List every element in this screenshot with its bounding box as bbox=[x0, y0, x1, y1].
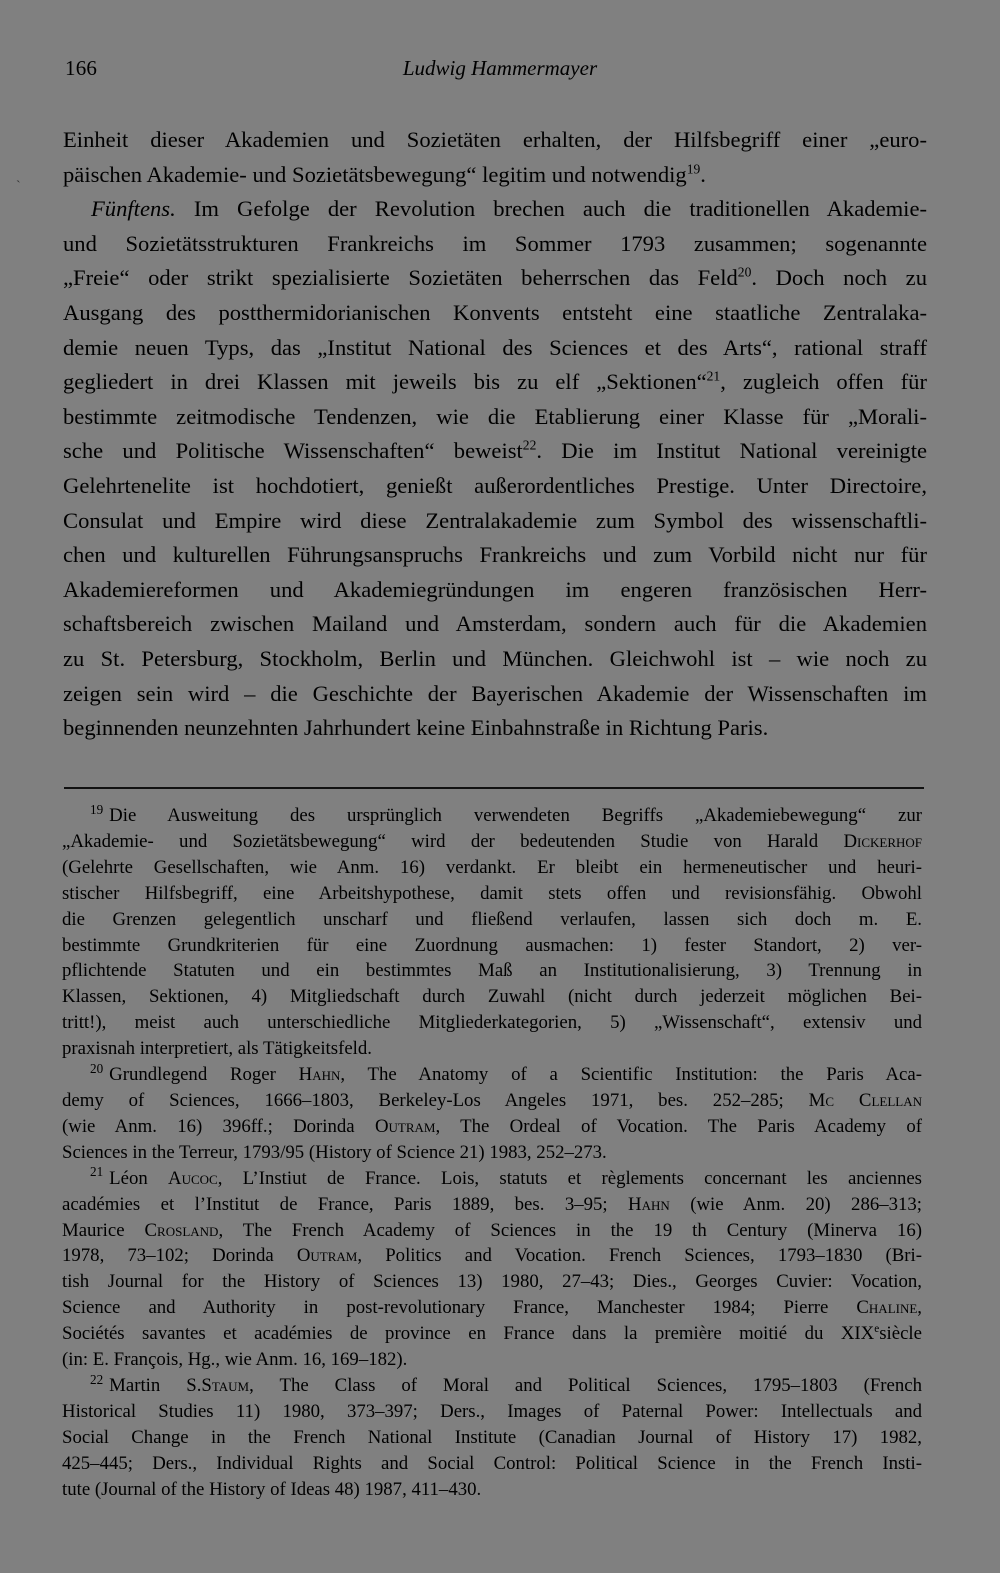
text-line: demie neuen Typs, das „Institut National des Sciences et des Arts“, rational straff bbox=[63, 334, 927, 360]
note-line: demy of Sciences, 1666–1803, Berkeley-Los Angeles 1971, bes. 252–285; Mc Clellan bbox=[62, 1089, 922, 1111]
footnote-number: 20 bbox=[90, 1060, 104, 1076]
note-line: $^{19}$ Die Ausweitung des ursprünglich verwendeten Begriffs „Akademiebewegung“ zur bbox=[90, 801, 922, 826]
note-line: tritt!), meist auch unterschiedliche Mitgliederkategorien, 5) „Wissenschaft“, extensiv und bbox=[62, 1012, 922, 1034]
text-line: gegliedert in drei Klassen mit jeweils bis zu elf „Sektionen“$^{21}$, zugleich offen für bbox=[63, 368, 927, 395]
footnote-number: 19 bbox=[90, 801, 104, 817]
note-line: praxisnah interpretiert, als Tätigkeitsfeld. bbox=[62, 1038, 372, 1060]
note-line: Maurice Crosland, The French Academy of Sciences in the 19 th Century (Minerva 16) bbox=[62, 1219, 922, 1241]
footnote-number: 22 bbox=[90, 1371, 104, 1387]
note-line: Sociétés savantes et académies de province en France dans la première moitié du XIXesiècle bbox=[62, 1323, 922, 1345]
text-line: chen und kulturellen Führungsanspruchs Frankreichs und zum Vorbild nicht nur für bbox=[63, 542, 927, 568]
running-head: Ludwig Hammermayer bbox=[402, 56, 598, 80]
note-line: $^{22}$ Martin S.Staum, The Class of Moral and Political Sciences, 1795–1803 (French bbox=[90, 1371, 922, 1396]
note-line: Science and Authority in post-revolutionary France, Manchester 1984; Pierre Chaline, bbox=[62, 1297, 922, 1319]
footnote-19 bbox=[62, 803, 922, 1062]
author-name: Hahn bbox=[628, 1193, 670, 1215]
text-line: und Sozietätsstrukturen Frankreichs im Sommer 1793 zusammen; sogenannte bbox=[63, 230, 927, 256]
footnote-22 bbox=[62, 1373, 922, 1503]
text-line: bestimmte zeitmodische Tendenzen, wie die Etablierung einer Klasse für „Morali- bbox=[63, 403, 927, 429]
author-name: Outram bbox=[296, 1245, 358, 1267]
author-name: Dickerhof bbox=[843, 830, 923, 852]
text-line: zu St. Petersburg, Stockholm, Berlin und München. Gleichwohl ist – wie noch zu bbox=[63, 645, 927, 671]
page-number: 166 bbox=[65, 56, 98, 80]
note-line: Social Change in the French National Institute (Canadian Journal of History 17) 1982, bbox=[62, 1426, 922, 1448]
text-line: schaftsbereich zwischen Mailand und Amsterdam, sondern auch für die Akademien bbox=[63, 611, 927, 637]
text-line: päischen Akademie- und Sozietätsbewegung“ legitim und notwendig$^{19}$. bbox=[63, 161, 706, 187]
note-line: 425–445; Ders., Individual Rights and Social Control: Political Science in the French Insti- bbox=[62, 1452, 922, 1474]
note-line: académies et l’Institut de France, Paris 1889, bes. 3–95; Hahn (wie Anm. 20) 286–313; bbox=[62, 1193, 923, 1215]
text-line: Consulat und Empire wird diese Zentralakademie zum Symbol des wissenschaftli- bbox=[63, 507, 927, 533]
note-line: $^{20}$ Grundlegend Roger Hahn, The Anatomy of a Scientific Institution: the Paris Aca- bbox=[90, 1060, 922, 1086]
author-name: Chaline, bbox=[856, 1297, 922, 1319]
footnotes bbox=[62, 803, 922, 1502]
author-name: Crosland bbox=[144, 1219, 219, 1241]
footnote-number: 21 bbox=[90, 1164, 104, 1180]
text-line: Ausgang des postthermidorianischen Konvents entsteht eine staatliche Zentralaka- bbox=[63, 299, 927, 325]
author-name: Mc Clellan bbox=[808, 1089, 922, 1111]
margin-tick-mark: ` bbox=[16, 179, 21, 194]
paragraph-lead: Fünftens. bbox=[91, 196, 176, 222]
note-line: pflichtende Statuten und ein bestimmtes Maß an Institutionalisierung, 3) Trennung in bbox=[62, 960, 922, 982]
text-line: sche und Politische Wissenschaften“ beweist$^{22}$. Die im Institut National vereinigte bbox=[63, 437, 928, 464]
footnote-21 bbox=[62, 1166, 922, 1373]
text-line: zeigen sein wird – die Geschichte der Bayerischen Akademie der Wissenschaften im bbox=[63, 680, 927, 706]
footnote-rule bbox=[64, 787, 924, 789]
text-line: Fünftens. Im Gefolge der Revolution brechen auch die traditionellen Akademie- bbox=[91, 196, 927, 222]
text-line: „Freie“ oder strikt spezialisierte Sozietäten beherrschen das Feld$^{20}$. Doch noch zu bbox=[63, 264, 928, 291]
note-line: (Gelehrte Gesellschaften, wie Anm. 16) verdankt. Er bleibt ein hermeneutischer und heuri- bbox=[62, 856, 922, 878]
superscript-e: e bbox=[874, 1323, 880, 1336]
note-line: $^{21}$ Léon Aucoc, L’Instiut de France. Lois, statuts et règlements concernant les anciennes bbox=[90, 1164, 922, 1189]
footnote-ref: 19 bbox=[686, 161, 701, 177]
note-line: 1978, 73–102; Dorinda Outram, Politics and Vocation. French Sciences, 1793–1830 (Bri- bbox=[62, 1245, 923, 1267]
note-line: Sciences in the Terreur, 1793/95 (History of Science 21) 1983, 252–273. bbox=[62, 1141, 607, 1163]
author-name: Outram bbox=[374, 1115, 436, 1137]
note-line: „Akademie- und Sozietätsbewegung“ wird der bedeutenden Studie von Harald Dickerhof bbox=[62, 830, 923, 852]
main-text bbox=[63, 123, 927, 746]
note-line: (in: E. François, Hg., wie Anm. 16, 169–182). bbox=[62, 1349, 408, 1371]
text-line: Gelehrtenelite ist hochdotiert, genießt außerordentliches Prestige. Unter Directoire, bbox=[63, 472, 927, 498]
text-line: beginnenden neunzehnten Jahrhundert keine Einbahnstraße in Richtung Paris. bbox=[63, 715, 769, 741]
note-line: bestimmte Grundkriterien für eine Zuordnung ausmachen: 1) fester Standort, 2) ver- bbox=[62, 934, 922, 956]
text-line: Akademiereformen und Akademiegründungen im engeren französischen Herr- bbox=[63, 576, 927, 602]
footnote-20 bbox=[62, 1062, 922, 1166]
note-line: tute (Journal of the History of Ideas 48) 1987, 411–430. bbox=[62, 1478, 482, 1500]
footnote-ref: 20 bbox=[737, 264, 752, 280]
note-line: Klassen, Sektionen, 4) Mitgliedschaft durch Zuwahl (nicht durch jederzeit möglichen Bei- bbox=[62, 986, 922, 1008]
text-line: Einheit dieser Akademien und Sozietäten erhalten, der Hilfsbegriff einer „euro- bbox=[63, 127, 927, 152]
note-line: Historical Studies 11) 1980, 373–397; Ders., Images of Paternal Power: Intellectuals and bbox=[62, 1400, 922, 1422]
footnote-ref: 22 bbox=[522, 437, 537, 453]
note-line: tish Journal for the History of Sciences 13) 1980, 27–43; Dies., Georges Cuvier: Vocation, bbox=[62, 1271, 922, 1293]
note-line: stischer Hilfsbegriff, eine Arbeitshypothese, damit stets offen und revisionsfähig. Obwohl bbox=[62, 882, 922, 904]
author-name: Aucoc bbox=[168, 1167, 218, 1189]
note-line: die Grenzen gelegentlich unscharf und fließend verlaufen, lassen sich doch m. E. bbox=[62, 908, 922, 930]
author-name: Staum bbox=[201, 1374, 250, 1396]
note-line: (wie Anm. 16) 396ff.; Dorinda Outram, The Ordeal of Vocation. The Paris Academy of bbox=[62, 1115, 922, 1137]
footnote-ref: 21 bbox=[706, 368, 721, 384]
author-name: Hahn bbox=[298, 1064, 341, 1086]
